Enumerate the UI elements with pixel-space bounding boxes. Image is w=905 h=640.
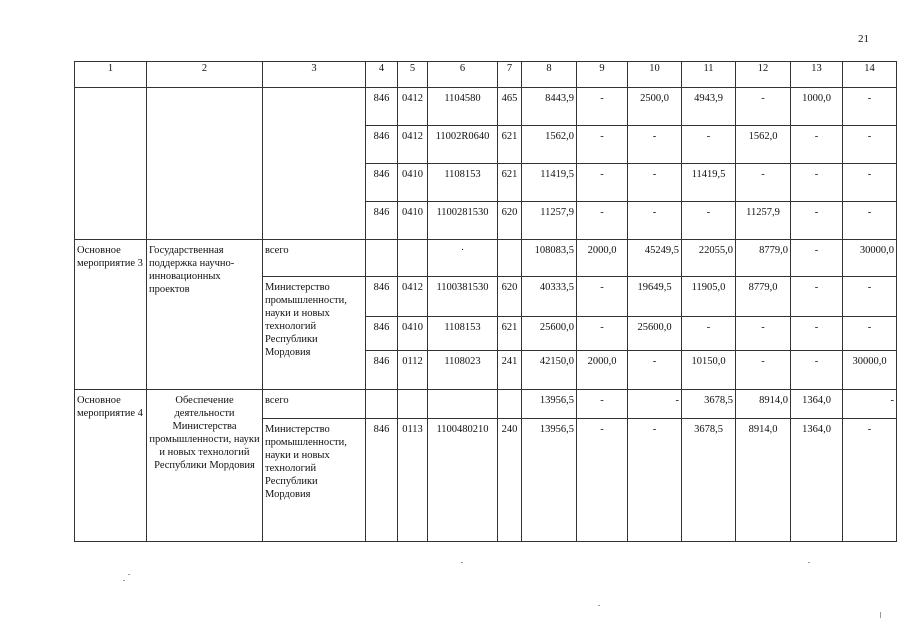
table-cell: -: [791, 125, 843, 163]
activity-name: Основное мероприятие 4: [75, 389, 147, 541]
table-cell: -: [791, 276, 843, 316]
table-cell: -: [628, 351, 682, 389]
table-cell: -: [843, 276, 897, 316]
table-cell: 846: [366, 163, 398, 201]
total-label: всего: [263, 240, 366, 276]
column-header: 5: [398, 62, 428, 88]
total-value: 22055,0: [682, 240, 736, 276]
table-cell: 1108023: [428, 351, 498, 389]
total-value: 3678,5: [682, 389, 736, 418]
table-cell: 1562,0: [522, 125, 577, 163]
table-cell: -: [791, 317, 843, 351]
total-value: -: [628, 389, 682, 418]
column-header: 14: [843, 62, 897, 88]
column-header: 11: [682, 62, 736, 88]
activity-title: Государственная поддержка научно-инновационных проектов: [147, 240, 263, 389]
table-cell: -: [843, 202, 897, 240]
activity-title: Обеспечение деятельности Министерства промышленности, науки и новых технологий Республики Мордовия: [147, 389, 263, 541]
dot-mark: ·: [428, 240, 498, 276]
table-cell: -: [577, 202, 628, 240]
blank-cell: [263, 88, 366, 240]
table-cell: -: [628, 163, 682, 201]
column-header: 8: [522, 62, 577, 88]
activity-name: Основное мероприятие 3: [75, 240, 147, 389]
table-cell: -: [577, 317, 628, 351]
table-cell: 1108153: [428, 163, 498, 201]
table-cell: -: [577, 88, 628, 125]
table-cell: -: [628, 418, 682, 541]
table-cell: -: [791, 202, 843, 240]
table-cell: -: [843, 125, 897, 163]
total-value: -: [843, 389, 897, 418]
column-header: 7: [498, 62, 522, 88]
column-header: 12: [736, 62, 791, 88]
table-cell: 13956,5: [522, 418, 577, 541]
blank-cell: [366, 240, 398, 276]
table-cell: 2500,0: [628, 88, 682, 125]
blank-cell: [75, 88, 147, 240]
table-cell: -: [736, 88, 791, 125]
activity4-total-row: [75, 389, 897, 418]
table-row: [75, 88, 897, 125]
column-header: 13: [791, 62, 843, 88]
table-cell: 25600,0: [628, 317, 682, 351]
table-cell: 0412: [398, 88, 428, 125]
table-cell: -: [843, 163, 897, 201]
page-number: 21: [858, 33, 869, 45]
table-cell: -: [791, 351, 843, 389]
table-cell: 846: [366, 317, 398, 351]
column-header: 3: [263, 62, 366, 88]
blank-cell: [398, 389, 428, 418]
column-header: 2: [147, 62, 263, 88]
activity3-total-row: [75, 240, 897, 276]
table-cell: -: [736, 351, 791, 389]
table-cell: 621: [498, 317, 522, 351]
blank-cell: [498, 389, 522, 418]
table-cell: 621: [498, 125, 522, 163]
blank-cell: [147, 88, 263, 240]
blank-cell: [428, 389, 498, 418]
total-value: -: [577, 389, 628, 418]
table-cell: 8443,9: [522, 88, 577, 125]
header-row: [75, 62, 897, 88]
table-cell: 846: [366, 418, 398, 541]
table-cell: 846: [366, 125, 398, 163]
table-cell: 0410: [398, 202, 428, 240]
table-cell: 11419,5: [522, 163, 577, 201]
table-cell: 1000,0: [791, 88, 843, 125]
total-value: 108083,5: [522, 240, 577, 276]
table-cell: 40333,5: [522, 276, 577, 316]
table-cell: 10150,0: [682, 351, 736, 389]
table-cell: 621: [498, 163, 522, 201]
table-cell: -: [736, 317, 791, 351]
column-header: 1: [75, 62, 147, 88]
table-cell: 0113: [398, 418, 428, 541]
table-cell: 1104580: [428, 88, 498, 125]
table-cell: 846: [366, 276, 398, 316]
table-cell: -: [577, 276, 628, 316]
column-header: 6: [428, 62, 498, 88]
table-cell: -: [628, 202, 682, 240]
total-value: 1364,0: [791, 389, 843, 418]
table-cell: 25600,0: [522, 317, 577, 351]
budget-table: [74, 61, 897, 542]
table-cell: -: [843, 418, 897, 541]
total-value: 8779,0: [736, 240, 791, 276]
total-value: -: [791, 240, 843, 276]
table-cell: 846: [366, 351, 398, 389]
table-cell: 42150,0: [522, 351, 577, 389]
table-cell: 0112: [398, 351, 428, 389]
table-cell: 241: [498, 351, 522, 389]
column-header: 9: [577, 62, 628, 88]
total-value: 13956,5: [522, 389, 577, 418]
table-cell: 4943,9: [682, 88, 736, 125]
table-cell: -: [736, 163, 791, 201]
table-cell: -: [843, 317, 897, 351]
blank-cell: [498, 240, 522, 276]
table-cell: 1364,0: [791, 418, 843, 541]
table-cell: 846: [366, 88, 398, 125]
table-cell: 465: [498, 88, 522, 125]
table-cell: -: [682, 317, 736, 351]
total-value: 30000,0: [843, 240, 897, 276]
table-cell: -: [628, 125, 682, 163]
table-cell: -: [682, 202, 736, 240]
table-cell: -: [791, 163, 843, 201]
table-cell: 620: [498, 202, 522, 240]
executor-cell: Министерство промышленности, науки и новых технологий Республики Мордовия: [263, 276, 366, 389]
table-cell: 1108153: [428, 317, 498, 351]
total-value: 2000,0: [577, 240, 628, 276]
table-cell: 11905,0: [682, 276, 736, 316]
table-cell: 1100381530: [428, 276, 498, 316]
table-cell: 19649,5: [628, 276, 682, 316]
table-cell: 11419,5: [682, 163, 736, 201]
table-cell: 0410: [398, 163, 428, 201]
table-cell: 1100480210: [428, 418, 498, 541]
table-cell: 2000,0: [577, 351, 628, 389]
table-cell: -: [843, 88, 897, 125]
blank-cell: [366, 389, 398, 418]
table-cell: -: [577, 125, 628, 163]
table-cell: 0412: [398, 276, 428, 316]
total-value: 8914,0: [736, 389, 791, 418]
table-cell: 0410: [398, 317, 428, 351]
table-cell: 1100281530: [428, 202, 498, 240]
total-value: 45249,5: [628, 240, 682, 276]
table-cell: 11002R0640: [428, 125, 498, 163]
table-cell: 846: [366, 202, 398, 240]
table-cell: 240: [498, 418, 522, 541]
executor-cell: Министерство промышленности, науки и новых технологий Республики Мордовия: [263, 418, 366, 541]
table-cell: 11257,9: [736, 202, 791, 240]
table-cell: 8779,0: [736, 276, 791, 316]
table-cell: 1562,0: [736, 125, 791, 163]
table-cell: 620: [498, 276, 522, 316]
table-cell: 30000,0: [843, 351, 897, 389]
column-header: 10: [628, 62, 682, 88]
total-label: всего: [263, 389, 366, 418]
table-cell: -: [577, 163, 628, 201]
table-cell: -: [682, 125, 736, 163]
table-cell: 3678,5: [682, 418, 736, 541]
table-cell: 11257,9: [522, 202, 577, 240]
table-cell: -: [577, 418, 628, 541]
column-header: 4: [366, 62, 398, 88]
table-cell: 0412: [398, 125, 428, 163]
blank-cell: [398, 240, 428, 276]
table-cell: 8914,0: [736, 418, 791, 541]
